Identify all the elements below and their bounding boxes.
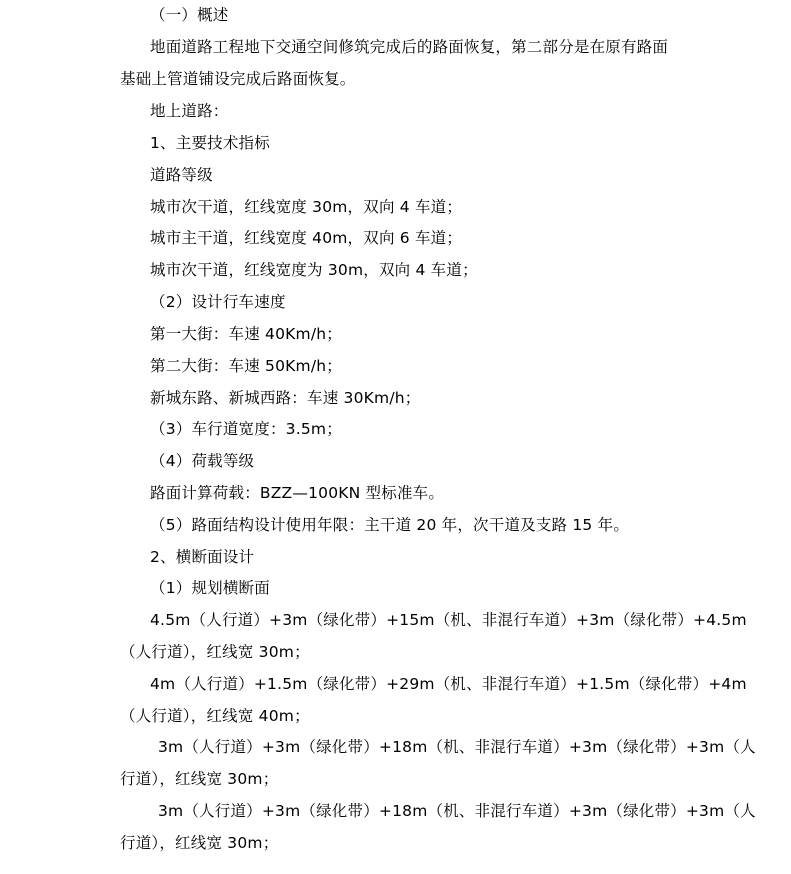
paragraph-line: 行道），红线宽 30m； xyxy=(120,770,279,788)
paragraph-line: 4.5m（人行道）+3m（绿化带）+15m（机、非混行车道）+3m（绿化带）+4.5m xyxy=(150,611,747,629)
subheading-above-ground-road: 地上道路： xyxy=(150,102,229,120)
subheading-design-speed: （2）设计行车速度 xyxy=(150,293,286,311)
subheading-design-life: （5）路面结构设计使用年限：主干道 20 年，次干道及支路 15 年。 xyxy=(150,516,630,534)
paragraph-line: （人行道），红线宽 40m； xyxy=(120,707,310,725)
subheading-load-grade: （4）荷载等级 xyxy=(150,452,255,470)
list-item: 城市次干道，红线宽度为 30m，双向 4 车道； xyxy=(150,261,478,279)
list-item: 第一大街：车速 40Km/h； xyxy=(150,325,342,343)
heading-cross-section-design: 2、横断面设计 xyxy=(150,548,255,566)
list-item: 城市主干道，红线宽度 40m，双向 6 车道； xyxy=(150,229,463,247)
subheading-road-grade: 道路等级 xyxy=(150,166,213,184)
paragraph-line: 地面道路工程地下交通空间修筑完成后的路面恢复，第二部分是在原有路面 xyxy=(150,38,669,56)
subheading-lane-width: （3）车行道宽度：3.5m； xyxy=(150,420,342,438)
list-item: 路面计算荷载：BZZ—100KN 型标准车。 xyxy=(150,484,445,502)
paragraph-line: 行道），红线宽 30m； xyxy=(120,834,279,852)
paragraph-line: 4m（人行道）+1.5m（绿化带）+29m（机、非混行车道）+1.5m（绿化带）+4m xyxy=(150,675,747,693)
paragraph-line: （人行道），红线宽 30m； xyxy=(120,643,310,661)
paragraph-line: 3m（人行道）+3m（绿化带）+18m（机、非混行车道）+3m（绿化带）+3m（人 xyxy=(158,738,756,756)
paragraph-line: 基础上管道铺设完成后路面恢复。 xyxy=(120,70,356,88)
subheading-planned-cross-section: （1）规划横断面 xyxy=(150,579,270,597)
list-item: 新城东路、新城西路：车速 30Km/h； xyxy=(150,389,421,407)
list-item: 城市次干道，红线宽度 30m，双向 4 车道； xyxy=(150,198,463,216)
paragraph-line: 3m（人行道）+3m（绿化带）+18m（机、非混行车道）+3m（绿化带）+3m（人 xyxy=(158,802,756,820)
list-item: 第二大街：车速 50Km/h； xyxy=(150,357,342,375)
heading-main-technical-indicators: 1、主要技术指标 xyxy=(150,134,270,152)
section-heading-overview: （一）概述 xyxy=(150,6,229,24)
